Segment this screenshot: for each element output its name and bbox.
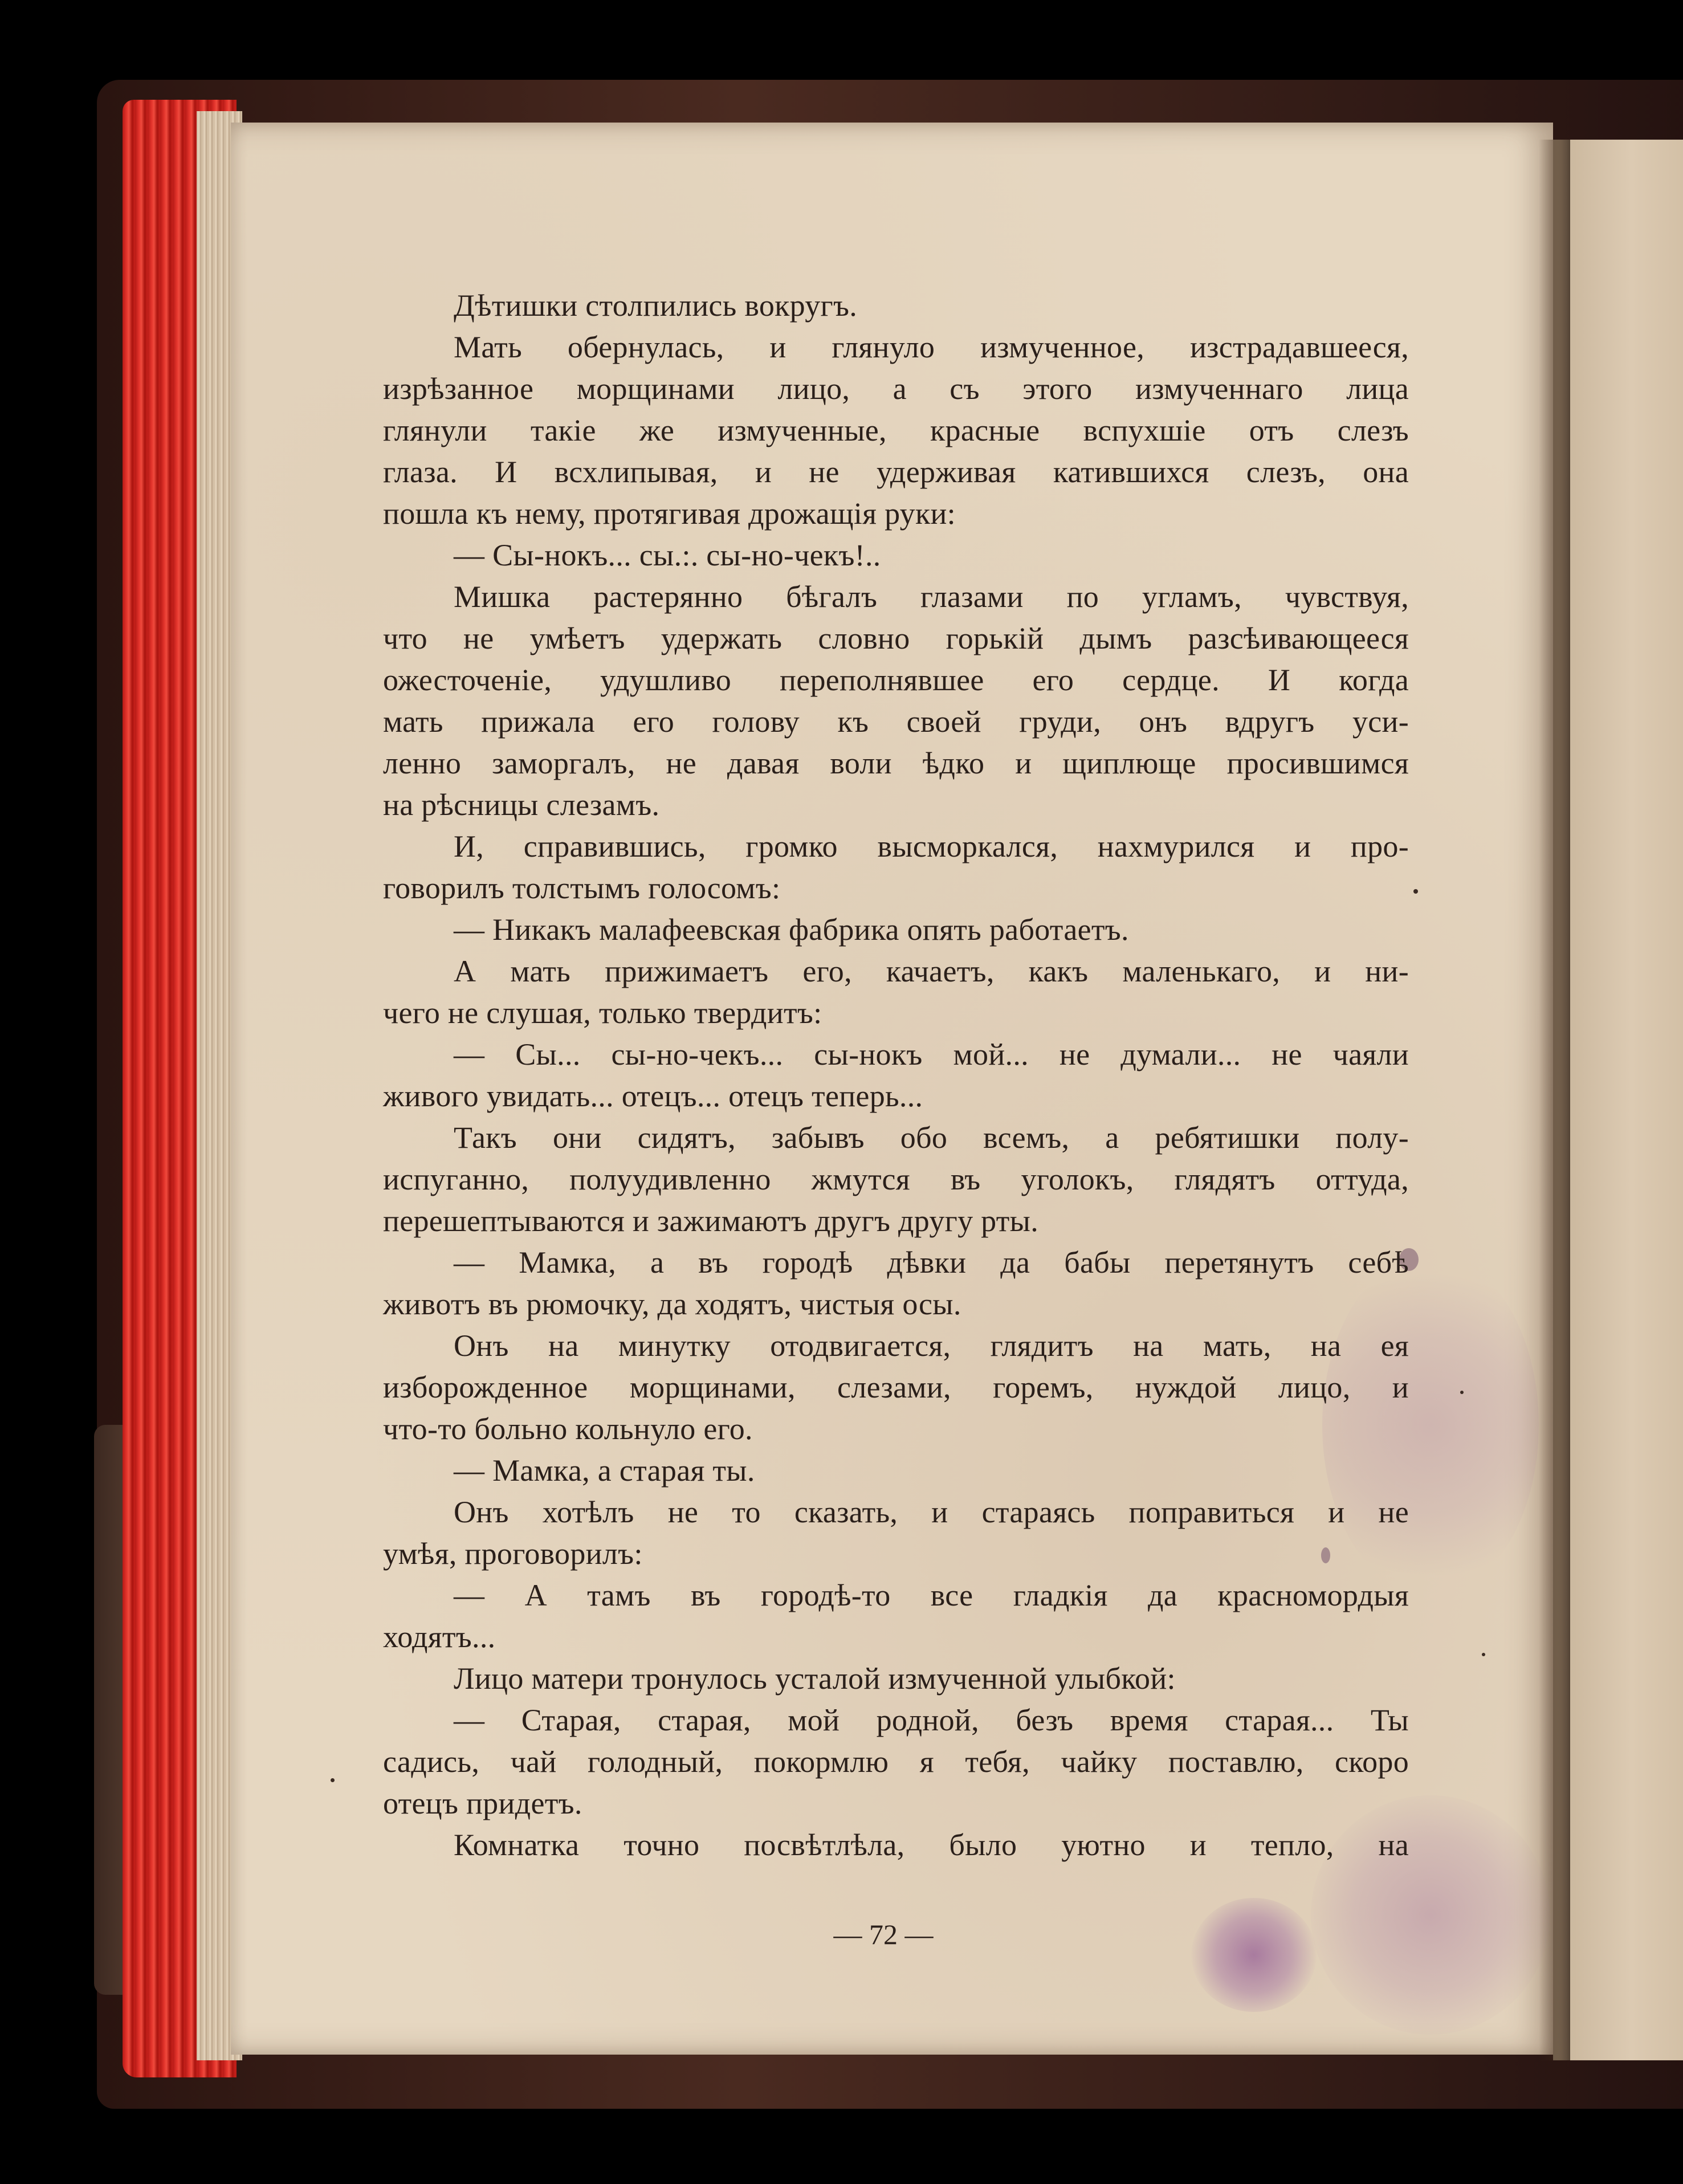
text-line: Комнатка точно посвѣтлѣла, было уютно и тепло, на [454, 1828, 1409, 1862]
ink-stain [1191, 1898, 1317, 2012]
text-line: А мать прижимаетъ его, качаетъ, какъ маленькаго, и ни- [454, 954, 1409, 988]
body-text [383, 285, 1409, 1866]
text-line: Мать обернулась, и глянуло измученное, изстрадавшееся, [454, 330, 1409, 364]
text-line: изборожденное морщинами, слезами, горемъ, нуждой лицо, и [383, 1370, 1409, 1404]
text-line: что-то больно кольнуло его. [383, 1412, 753, 1446]
text-line: Онъ хотѣлъ не то сказать, и стараясь поправиться и не [454, 1495, 1409, 1529]
text-line: садись, чай голодный, покормлю я тебя, чайку поставлю, скоро [383, 1745, 1409, 1779]
text-line: пошла къ нему, протягивая дрожащія руки: [383, 496, 956, 531]
text-line: перешептываются и зажимаютъ другъ другу рты. [383, 1204, 1039, 1238]
text-line: Такъ они сидятъ, забывъ обо всемъ, а ребятишки полу- [454, 1120, 1409, 1155]
text-line: — А тамъ въ городѣ-то все гладкія да красномордыя [454, 1578, 1409, 1612]
text-line: отецъ придетъ. [383, 1786, 582, 1820]
page-number: — 72 — [833, 1918, 934, 1950]
text-line: Онъ на минутку отодвигается, глядитъ на мать, на ея [454, 1329, 1409, 1363]
text-line: глаза. И всхлипывая, и не удерживая катившихся слезъ, она [383, 455, 1409, 489]
text-line: живого увидать... отецъ... отецъ теперь... [383, 1079, 923, 1113]
text-line: — Никакъ малафеевская фабрика опять работаетъ. [454, 912, 1129, 947]
text-line: — Мамка, а въ городѣ дѣвки да бабы перетянутъ себѣ [454, 1245, 1409, 1280]
text-line: ходятъ... [383, 1620, 496, 1654]
text-line: на рѣсницы слезамъ. [383, 788, 660, 822]
text-line: говорилъ толстымъ голосомъ: [383, 871, 781, 905]
text-line: ожесточеніе, удушливо переполнявшее его сердце. И когда [383, 663, 1409, 697]
text-line: животъ въ рюмочку, да ходятъ, чистыя осы. [383, 1287, 961, 1321]
gutter-shadow [1539, 140, 1570, 2060]
text-line: глянули такіе же измученные, красные вспухшіе отъ слезъ [383, 413, 1409, 447]
text-line: мать прижала его голову къ своей груди, онъ вдругъ уси- [383, 704, 1409, 739]
facing-page-edge [1553, 140, 1683, 2060]
text-line: Мишка растерянно бѣгалъ глазами по угламъ, чувствуя, [454, 580, 1409, 614]
text-line: — Сы-нокъ... сы.:. сы-но-чекъ!.. [454, 538, 881, 572]
text-line: И, справившись, громко высморкался, нахмурился и про- [454, 829, 1409, 863]
text-line: чего не слушая, только твердитъ: [383, 996, 822, 1030]
text-line: — Мамка, а старая ты. [454, 1453, 755, 1488]
text-line: Дѣтишки столпились вокругъ. [454, 288, 858, 323]
text-line: — Сы... сы-но-чекъ... сы-нокъ мой... не думали... не чаяли [454, 1037, 1409, 1071]
text-line: испуганно, полуудивленно жмутся въ уголокъ, глядятъ оттуда, [383, 1162, 1409, 1196]
paper-speck [331, 1778, 335, 1782]
paper-speck [1460, 1391, 1464, 1394]
text-line: изрѣзанное морщинами лицо, а съ этого измученнаго лица [383, 372, 1409, 406]
text-line: ленно заморгалъ, не давая воли ѣдко и щиплюще просившимся [383, 746, 1409, 780]
paper-speck [1482, 1653, 1485, 1656]
text-line: что не умѣетъ удержать словно горькій дымъ разсѣивающееся [383, 621, 1409, 655]
paper-speck [1413, 889, 1418, 894]
text-line: умѣя, проговорилъ: [383, 1537, 643, 1571]
text-line: — Старая, старая, мой родной, безъ время старая... Ты [454, 1703, 1409, 1737]
text-line: Лицо матери тронулось усталой измученной улыбкой: [454, 1661, 1176, 1696]
